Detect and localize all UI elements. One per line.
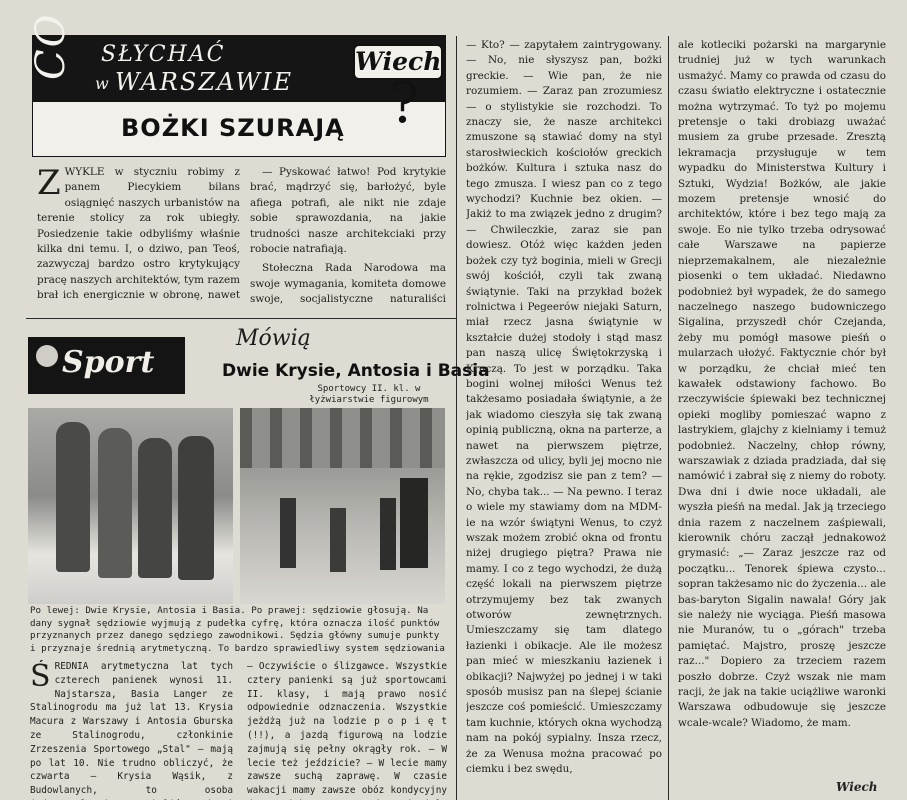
sport-column-2 [247, 660, 447, 800]
column-header [28, 12, 446, 157]
header-co: CO [28, 12, 74, 80]
header-slychac: SŁYCHAĆ [101, 42, 226, 67]
author-signature: Wiech [836, 780, 878, 794]
sport-drop-cap: Ś [30, 660, 51, 694]
article-title: BOŻKI SZURAJĄ [121, 114, 345, 142]
wiech-logo: Wiech [353, 44, 443, 80]
judge-figure-1 [280, 498, 296, 568]
mowia-label: Mówią [236, 326, 311, 351]
sport-top-rule [26, 318, 456, 319]
drop-cap: Z [37, 165, 61, 203]
header-question-mark: ? [389, 71, 420, 136]
intro-col2-p2: Stołeczna Rada Narodowa ma swoje wymagania, komiteta domowe swoje, socjalistyczne naturaliści [250, 262, 446, 305]
photo-skaters [28, 408, 233, 604]
photo-caption: Po lewej: Dwie Krysie, Antosia i Basia. Po prawej: sędziowie głosują. Na dany sygnał sędziowie wyjmują z pudełka cyfrę, która oznacza ilość punktów przyznanych przez danego sędziego zawodnikowi. Sędzia główny sumuje punkty i przyznaje średnią arytmetyczną. To bardzo sprawiedliwy system sędziowania [30, 605, 445, 654]
sport-headline: Dwie Krysie, Antosia i Basia [222, 361, 490, 381]
intro-column-1 [37, 165, 240, 305]
skater-figure-1 [56, 422, 90, 572]
sport-logo: Sport [62, 345, 155, 380]
column3-text: — Kto? — zapytałem zaintrygowany. — No, nie słyszysz pan, bożki greckie. — Wie pan, że nie rozumiem. — Zaraz pan zrozumiesz — o stylistykie sie rozchodzi. To znaczy sie, że nasze architekci zmuszone są stawiać domy na styl starosłwieckich kościołów greckich bożków. Kultura i sztuka nasz do tego zmusza. I wiesz pan co z tego wychodzi? Kuchnie bez okien. — Jakiż to ma związek jedno z drugim? — Chwileczkie, zaraz sie pan dowiesz. Otóż więc każden jeden bożek czy tyż boginia, mieli w Grecji swój kościół, czyli tak zwaną świątynie. Taki na przykład bożek rolnictwa i Pegeerów niejaki Saturn, miał rzecz jasna świątynie w kształcie dużej stodoły i stąd masz pan naszą ulicę Świętokrzyską i Kruczą. To jest w porządku. Taka bogini wolnej miłości Wenus też takżesamo posiadała świątynie, a że jak wiadomo cieszyła się tak zwaną opinią publiczną, okna na parterze, a nawet na pierwszem piętrze, zwłaszcza od ulicy, byli jej mocno nie na rękie, zgodzisz sie pan z tem? — No, chyba tak... — Na pewno. I teraz o wiele my stawiamy dom na MDM-ie na wzór świątyni Wenus, to czyż wszak możem zrobić okna od frontu niżej drugiego piętra? Prawa nie mamy. I co z tego wychodzi, że dużą część lokali na pierwszem piętrze otrzymujemy bez tak zwanych otworów zewnętrznych. Umieszczamy się tam dlatego łazienki i obikacje. Ale ile możesz pan mieć w mieszkaniu łazienek i obikacji? Najwyżej po jednej i w taki sposób musisz pan na ślepej ścianie jeszcze coś pomieścić. Umieszczamy tam kuchnie, których okna wychodzą nam na pokój sypialny. Insza rzecz, że za Wenusa można pracować po ciemku i bez swędu, [466, 39, 662, 776]
skater-figure-4 [178, 436, 214, 580]
header-w: w [95, 74, 111, 93]
intro-col1-text: WYKLE w styczniu robimy z panem Piecykiem bilans osiągnięć naszych urbanistów na terenie stolicy za rok ubiegły. Posiedzenie takie odbyliśmy właśnie kilka dni temu. I, o dziwo, pan Teoś, zazwyczaj bardzo ostro krytykujący pracę naszych architektów, tym razem brał ich energicznie w obronę, nawet [37, 166, 240, 302]
column-rule-1 [456, 36, 457, 800]
header-warszawie: WARSZAWIE [115, 68, 294, 96]
sport-col1-text: REDNIA arytmetyczna lat tych czterech panienek wynosi 11. Najstarsza, Basia Langer ze Stalinogrodu ma już lat 13. Krysia Macura z Warszawy i Antosia Gburska ze Stalinogrodu, członkinie Zrzeszenia Sportowego „Stal" — mają po lat 10. Nie trudno obliczyć, że czwarta — Krysia Wąsik, z Budowlanych, to osoba [30, 661, 233, 797]
sport-col2-text: — Oczywiście o ślizgawce. Wszystkie cztery panienki są już sportowcami II. klasy, i mają prawo nosić odpowiednie odznaczenia. Wszystkie jeżdżą już na lodzie p o p i ę t (!!), a jazdą figurową na lodzie zajmują się pełny okrągły rok. — W lecie też jeździcie? — W lecie mamy zawsze suchą zaprawę. W czasie wakacji mamy zawsze obóz kondycyjny [247, 661, 447, 797]
judge-figure-2 [330, 508, 346, 572]
sport-logo-box [28, 337, 185, 394]
skater-figure [400, 478, 428, 568]
skater-figure-2 [98, 428, 132, 578]
column4-text: ale kotleciki pożarski na margarynie trudniej już w tych warunkach usmażyć. Mamy co prawda od czasu do czasu światło elektryczne i ostatecznie można wytrzymać. To tyż po mojemu pretensje o taki drobiazg uważać musiem za grube przesade. Zresztą lekramacja przysługuje w tem wypadku do Ministerstwa Kultury i Sztuki, Wydzia! Bożków, ale jakie mozem pretensje wnosić do architektów, które i bez tego mają za swoje. Eo nie tylko trzeba odrysować całe Warszawe na papierze nieprzemakalnem, ale niezależnie piosenki o tem układać. Niedawno podobnież był wypadek, że do samego naczelnego naszego budowniczego Sigalina, przyszedł chór Czejanda, żeby mu pomógł masowe pieśń o mularzach ułożyć. Faktycznie chór był w porządku, że chciał mieć ten kawałek odstawiony fachowo. Bo rzeczywiście śpiewaki bez technicznej opieki mogliby pomieszać wapno z lastrykiem, glajchy z kielniamy i temuż podobnież. Naczelny, chłop równy, warszawiak z dziada pradziada, dał się namówić i zabrał się z niemy do roboty. Dwa dni i dwie noce układali, ale wyszła pieśń na medal. Jak ją trzeciego dnia razem z naczelnem zaśpiewali, kierownik chóru zaczął jednakowoż grymasić: „— Zaraz jeszcze raz od początku... Tenorek śpiewa czysto... sopran takżesamo nic do życzenia... ale bas-baryton Sigalin nawala! Góry jak sie należy nie wyciąga. Pieśń masowa nie Muranów, tu o „górach" trzeba pamiętać. Majstro, proszę jeszcze raz..." Dopiero za trzeciem razem poszło dobrze. Czyż wszak nie mam racji, że jak na takie uciążliwe waronki Warszawa odbudowuje się jeszcze wcale-wcale? Wiadomo, że mam. [678, 39, 886, 729]
intro-col2-p1: — Pyskować łatwo! Pod krytykie brać, mądrzyć się, barłożyć, byle afiega potrafi, ale nikt nie zdaje sobie sprawozdania, na jakie trudności nasze architekciaki przy robocie natrafiają. [250, 166, 446, 256]
intro-column-2 [250, 165, 446, 305]
skater-figure-3 [138, 438, 172, 578]
stadium-stand [240, 408, 445, 468]
sport-column-1 [30, 660, 233, 800]
photo-judges [240, 408, 445, 604]
ball-icon [36, 345, 58, 367]
article-column-3 [466, 38, 662, 800]
article-column-4 [678, 38, 886, 778]
column-rule-2 [668, 36, 669, 800]
sport-subhead: Sportowcy II. kl. w łyżwiarstwie figurowym [309, 384, 429, 405]
judge-figure-3 [380, 498, 396, 570]
